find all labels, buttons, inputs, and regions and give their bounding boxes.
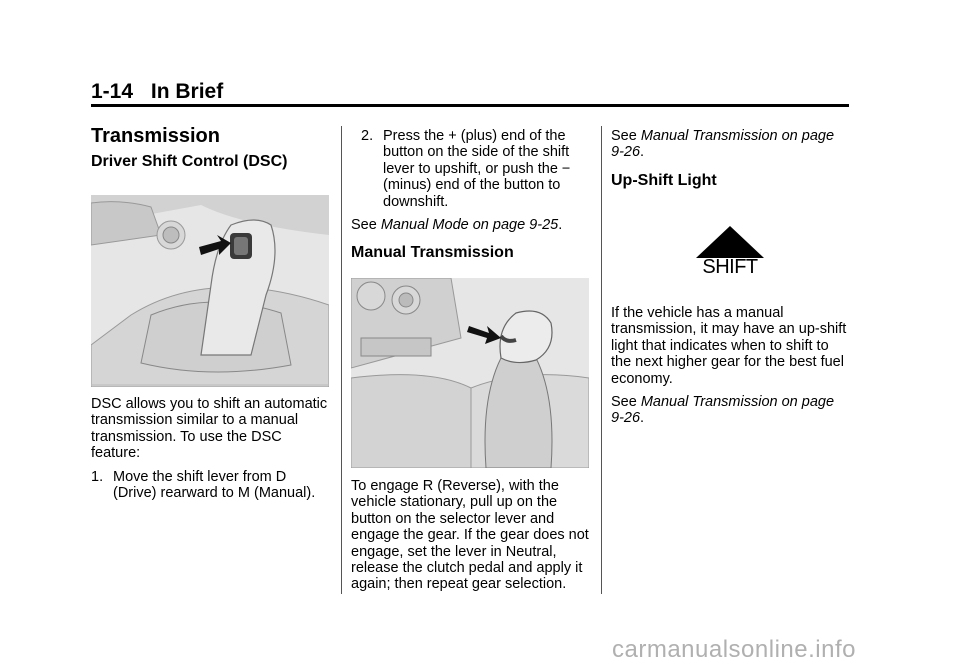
see-prefix: See <box>611 128 641 144</box>
section-title: In Brief <box>150 80 224 103</box>
see-prefix: See <box>611 394 641 411</box>
cross-reference-link[interactable]: Manual Transmission on page 9-26 <box>611 128 835 161</box>
see-prefix: See <box>351 217 381 234</box>
step-text: Press the + (plus) end of the button on the side of the shift lever to upshift, or push the − (minus) end of the button to downshift. <box>383 128 571 210</box>
page-number: 1-14 <box>91 80 134 103</box>
see-reference <box>611 394 849 427</box>
column-1-text <box>91 396 331 508</box>
manual-shift-lever-drawing <box>351 278 589 468</box>
step-number: 1. <box>91 468 104 485</box>
column-1 <box>91 125 331 171</box>
column-divider <box>341 126 342 594</box>
up-shift-light-body: If the vehicle has a manual transmission, it may have an up-shift light that indicates when to shift to the next higher gear for the best fuel economy. <box>611 305 847 387</box>
up-shift-light-icon <box>694 224 766 280</box>
step-number: 2. <box>361 128 374 144</box>
cross-reference-link[interactable]: Manual Mode on page 9-25 <box>380 217 559 234</box>
see-suffix: . <box>640 144 645 161</box>
cross-reference-link[interactable]: Manual Transmission on page 9-26 <box>611 394 835 427</box>
column-2 <box>351 128 591 262</box>
watermark-text: carmanualsonline.info <box>612 636 856 663</box>
column-2-text <box>351 478 591 600</box>
column-3 <box>611 128 849 189</box>
dsc-intro: DSC allows you to shift an automatic transmission similar to a manual transmission. To use the DSC feature: <box>91 396 328 462</box>
page-header <box>91 80 223 104</box>
subheading-dsc: Driver Shift Control (DSC) <box>91 153 288 171</box>
dsc-shift-lever-illustration <box>91 195 329 387</box>
list-item <box>91 469 331 502</box>
subheading-up-shift-light: Up-Shift Light <box>611 171 717 189</box>
subheading-manual-transmission: Manual Transmission <box>351 244 514 262</box>
shift-indicator-label: SHIFT <box>702 256 758 278</box>
list-item <box>351 128 591 210</box>
header-rule <box>91 104 849 107</box>
section-heading-transmission: Transmission <box>91 125 220 147</box>
dsc-steps-list <box>91 469 331 502</box>
see-suffix: . <box>640 410 645 427</box>
dsc-steps-list-continued <box>351 128 591 210</box>
manual-transmission-body: To engage R (Reverse), with the vehicle stationary, pull up on the button on the selector lever and engage the gear. If the gear does not engage, set the lever in Neutral, release the clutch pedal and apply it again; then repeat gear selection. <box>351 478 589 593</box>
see-reference <box>351 217 591 233</box>
manual-shift-lever-illustration <box>351 278 589 468</box>
column-divider <box>601 126 602 594</box>
see-suffix: . <box>558 217 563 234</box>
see-reference <box>611 128 849 161</box>
step-text: Move the shift lever from D (Drive) rearward to M (Manual). <box>113 468 316 502</box>
column-3-text <box>611 305 849 434</box>
dsc-shift-lever-drawing <box>91 195 329 387</box>
